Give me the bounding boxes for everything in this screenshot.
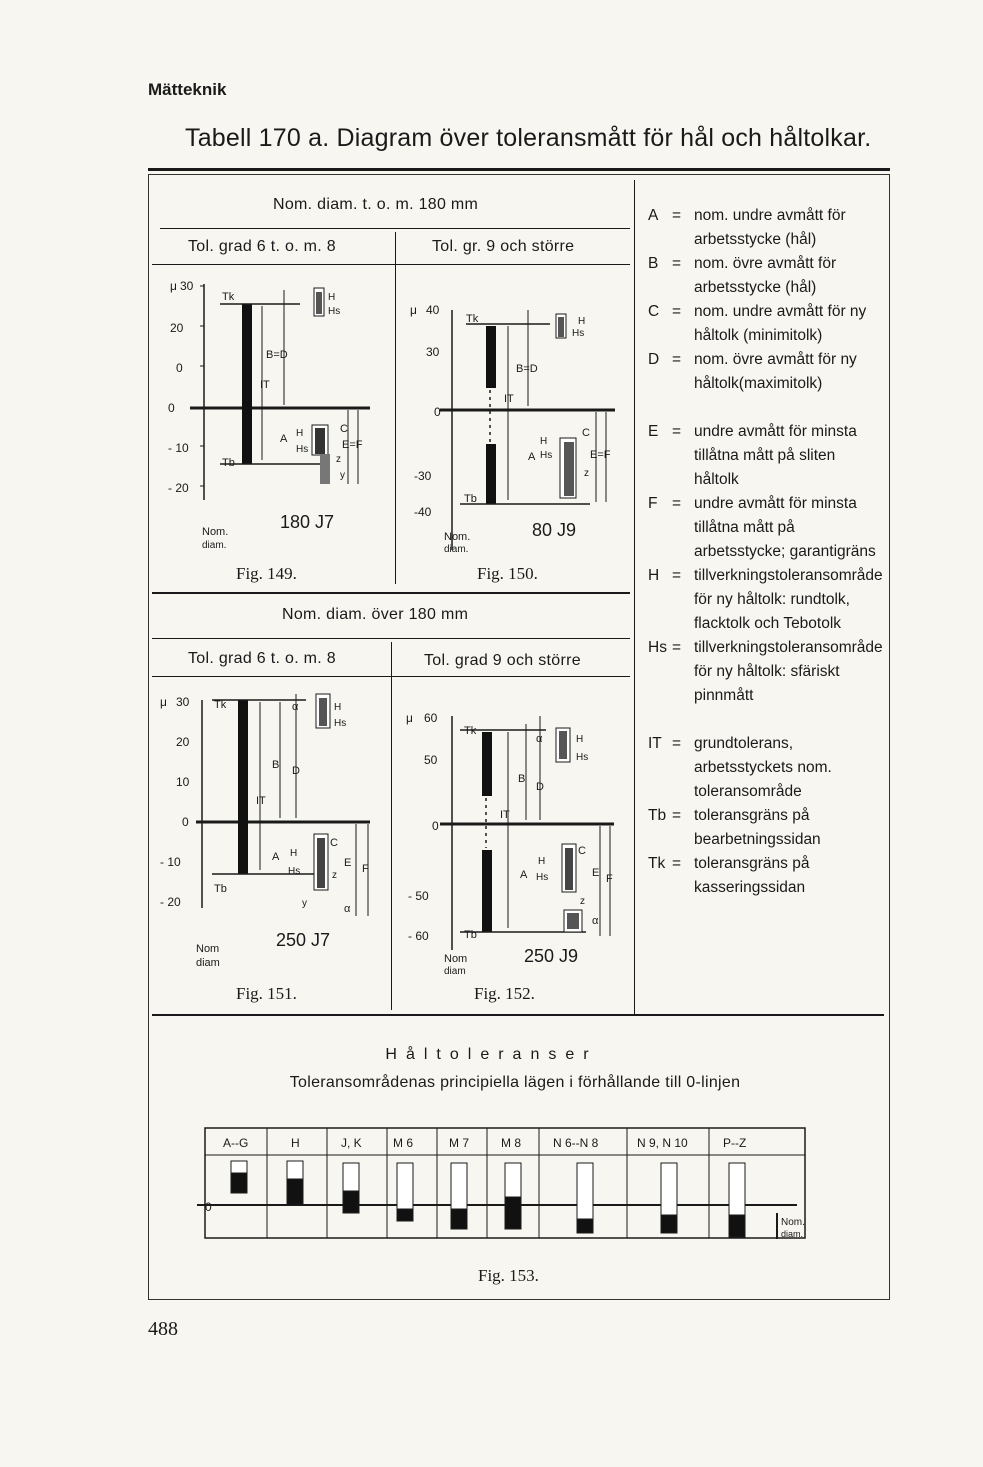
svg-text:40: 40 (426, 303, 440, 317)
svg-text:y: y (302, 898, 307, 909)
svg-text:μ: μ (406, 711, 413, 725)
svg-text:Tb: Tb (222, 457, 235, 469)
tick-label: 0 (168, 401, 175, 415)
tick-label: 20 (170, 321, 184, 335)
svg-text:α: α (344, 903, 351, 915)
svg-text:- 10: - 10 (160, 855, 181, 869)
svg-text:B=D: B=D (266, 349, 288, 361)
bottom-subhead-rule (152, 676, 630, 677)
svg-text:Hs: Hs (288, 866, 301, 877)
svg-text:60: 60 (424, 711, 438, 725)
svg-text:C: C (330, 837, 338, 849)
column-header: N 9, N 10 (637, 1136, 688, 1150)
diam-label: diam. (781, 1229, 804, 1239)
svg-text:Hs: Hs (536, 872, 549, 883)
legend-row: Tk = toleransgräns på kasseringssidan (648, 855, 810, 896)
top-subhead-divider (395, 232, 396, 584)
svg-text:H: H (540, 436, 548, 447)
legend-divider (634, 180, 635, 1015)
svg-text:30: 30 (426, 345, 440, 359)
fig-149-diagram (160, 270, 390, 560)
svg-text:Tk: Tk (214, 699, 227, 711)
svg-text:Nom.: Nom. (202, 526, 229, 538)
svg-text:Tk: Tk (222, 291, 235, 303)
tick-label: - 20 (168, 481, 189, 495)
legend-row: Hs = tillverkningstoleransområde för ny håltolk: sfäriskt pinnmått (648, 639, 883, 704)
svg-text:50: 50 (424, 753, 438, 767)
fig-151-diagram (156, 684, 386, 974)
it-bar (242, 304, 252, 464)
svg-text:E=F: E=F (590, 449, 611, 461)
svg-text:E=F: E=F (342, 439, 363, 451)
top-subhead-rule (152, 264, 630, 265)
tick-label: 30 (180, 279, 194, 293)
fig-152-caption: Fig. 152. (474, 984, 535, 1003)
svg-text:C: C (582, 427, 590, 439)
column-header: H (291, 1136, 300, 1150)
bottom-group-rule (152, 638, 630, 639)
svg-text:0: 0 (432, 819, 439, 833)
svg-text:Hs: Hs (328, 306, 341, 317)
legend-row: Tb = toleransgräns på bearbetningssidan (648, 807, 821, 848)
top-group-rule (160, 228, 630, 229)
legend-row: F = undre avmått för minsta tillåtna mått på arbetsstycke; garantigräns (648, 495, 876, 560)
svg-text:α: α (292, 701, 299, 713)
svg-text:diam: diam (196, 957, 220, 969)
legend-row: C = nom. undre avmått för ny håltolk (minimitolk) (648, 303, 867, 344)
svg-text:Hs: Hs (572, 328, 585, 339)
column-header: M 6 (393, 1136, 414, 1150)
top-group-heading: Nom. diam. t. o. m. 180 mm (273, 196, 479, 213)
svg-text:Hs: Hs (334, 718, 347, 729)
legend-row: H = tillverkningstoleransområde för ny håltolk: rundtolk, flacktolk och Tebotolk (648, 567, 883, 632)
nom-label: Nom. (781, 1217, 805, 1228)
column-header: M 7 (449, 1136, 470, 1150)
column-header: M 8 (501, 1136, 522, 1150)
svg-text:F: F (606, 873, 613, 885)
column-header: J, K (341, 1136, 362, 1150)
svg-text:H: H (296, 428, 304, 439)
svg-text:-30: -30 (414, 469, 432, 483)
svg-text:A: A (528, 451, 536, 463)
svg-text:Nom: Nom (196, 943, 220, 955)
svg-text:z: z (336, 454, 341, 465)
svg-text:α: α (536, 733, 543, 745)
svg-text:y: y (340, 470, 345, 481)
section-title: Mätteknik (148, 80, 227, 99)
svg-text:H: H (334, 702, 342, 713)
svg-text:α: α (592, 915, 599, 927)
svg-text:D: D (292, 765, 300, 777)
legend-row: D = nom. övre avmått för ny håltolk(maximitolk) (648, 351, 857, 392)
legend-row: E = undre avmått för minsta tillåtna mått på sliten håltolk (648, 423, 857, 488)
svg-text:-40: -40 (414, 505, 432, 519)
column-header: P--Z (723, 1136, 747, 1150)
svg-text:E: E (592, 867, 600, 879)
svg-text:diam.: diam. (444, 544, 469, 555)
svg-text:F: F (362, 863, 369, 875)
top-left-subhead: Tol. grad 6 t. o. m. 8 (188, 238, 336, 255)
svg-text:Tb: Tb (214, 883, 227, 895)
svg-text:30: 30 (176, 695, 190, 709)
svg-text:B=D: B=D (516, 363, 538, 375)
bottom-right-subhead: Tol. grad 9 och större (424, 652, 581, 669)
bottom-section-rule (152, 1014, 884, 1016)
designation: 250 J7 (276, 930, 331, 950)
fig-153-table (197, 1127, 837, 1245)
svg-text:Tb: Tb (464, 493, 477, 505)
page-title: Tabell 170 a. Diagram över toleransmått för hål och håltolkar. (185, 124, 872, 152)
fig-149-caption: Fig. 149. (236, 564, 297, 583)
svg-text:μ: μ (410, 303, 417, 317)
designation: 180 J7 (280, 512, 335, 532)
svg-text:z: z (584, 468, 589, 479)
svg-text:Hs: Hs (540, 450, 553, 461)
svg-text:Tk: Tk (464, 725, 477, 737)
svg-text:Hs: Hs (576, 752, 589, 763)
svg-text:Nom: Nom (444, 953, 468, 965)
mid-rule (152, 592, 630, 594)
svg-text:z: z (332, 870, 337, 881)
fig-152-diagram (396, 700, 626, 980)
svg-text:0: 0 (182, 815, 189, 829)
legend (648, 204, 884, 900)
svg-text:H: H (328, 292, 336, 303)
svg-text:Nom.: Nom. (444, 531, 471, 543)
title-rule (148, 168, 890, 171)
fig-150-diagram (400, 290, 630, 560)
svg-text:H: H (576, 734, 584, 745)
column-header: A--G (223, 1136, 249, 1150)
fig-150-caption: Fig. 150. (477, 564, 538, 583)
svg-text:A: A (280, 433, 288, 445)
svg-text:diam.: diam. (202, 540, 227, 551)
svg-text:μ: μ (160, 695, 167, 709)
svg-text:E: E (344, 857, 352, 869)
svg-text:IT: IT (260, 379, 270, 391)
svg-text:diam: diam (444, 966, 466, 977)
svg-text:Hs: Hs (296, 444, 309, 455)
fig-151-caption: Fig. 151. (236, 984, 297, 1003)
svg-text:- 50: - 50 (408, 889, 429, 903)
svg-text:A: A (520, 869, 528, 881)
svg-text:B: B (272, 759, 280, 771)
zero-label: 0 (205, 1200, 212, 1214)
legend-row: IT = grundtolerans, arbetsstyckets nom. toleransområde (648, 735, 832, 800)
bottom-subhead-divider (391, 642, 392, 1010)
unit-label: μ (170, 279, 177, 293)
svg-text:20: 20 (176, 735, 190, 749)
tick-label: 0 (176, 361, 183, 375)
legend-row: A = nom. undre avmått för arbetsstycke (hål) (648, 207, 846, 248)
svg-text:D: D (536, 781, 544, 793)
top-right-subhead: Tol. gr. 9 och större (432, 238, 575, 255)
tick-label: - 10 (168, 441, 189, 455)
page-number: 488 (148, 1318, 178, 1340)
svg-text:z: z (580, 896, 585, 907)
svg-text:H: H (578, 316, 586, 327)
svg-text:IT: IT (504, 393, 514, 405)
svg-text:IT: IT (500, 809, 510, 821)
svg-text:- 20: - 20 (160, 895, 181, 909)
svg-text:Tb: Tb (464, 929, 477, 941)
designation: 250 J9 (524, 946, 579, 966)
haltoleranser-title: Håltoleranser (385, 1046, 598, 1063)
fig-153-caption: Fig. 153. (478, 1266, 539, 1285)
bottom-left-subhead: Tol. grad 6 t. o. m. 8 (188, 650, 336, 667)
svg-text:A: A (272, 851, 280, 863)
svg-text:- 60: - 60 (408, 929, 429, 943)
svg-text:0: 0 (434, 405, 441, 419)
svg-text:C: C (578, 845, 586, 857)
svg-text:B: B (518, 773, 526, 785)
svg-text:IT: IT (256, 795, 266, 807)
bottom-group-heading: Nom. diam. över 180 mm (282, 606, 469, 623)
svg-text:H: H (538, 856, 546, 867)
haltoleranser-subtitle: Toleransområdenas principiella lägen i förhållande till 0-linjen (289, 1074, 741, 1091)
svg-text:H: H (290, 848, 298, 859)
svg-text:C: C (340, 423, 348, 435)
column-header: N 6--N 8 (553, 1136, 599, 1150)
legend-row: B = nom. övre avmått för arbetsstycke (hål) (648, 255, 837, 296)
svg-text:10: 10 (176, 775, 190, 789)
designation: 80 J9 (532, 520, 577, 540)
svg-text:Tk: Tk (466, 313, 479, 325)
